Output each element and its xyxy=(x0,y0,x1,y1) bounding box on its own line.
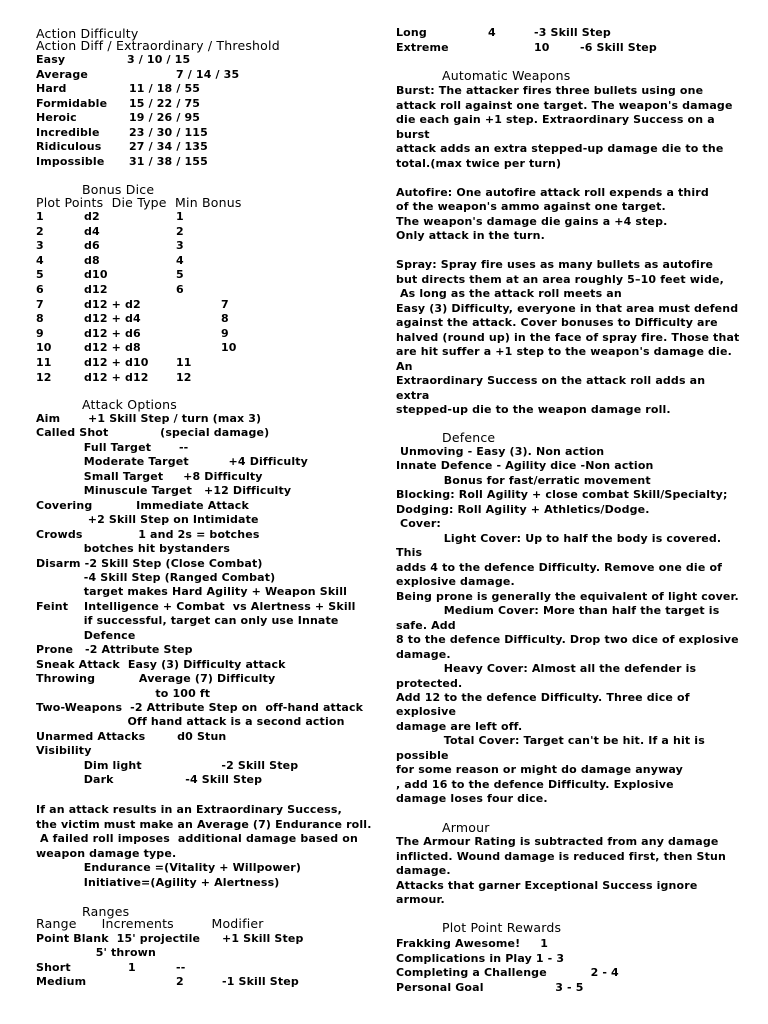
min-bonus-value: 9 xyxy=(221,326,229,340)
automatic-weapons-line: attack roll against one target. The weapon's damage xyxy=(396,98,733,112)
difficulty-name: Formidable xyxy=(36,96,108,110)
defence-line: Bonus for fast/erratic movement xyxy=(396,473,651,487)
range-increment: 2 xyxy=(176,975,184,988)
difficulty-values: 3 / 10 / 15 xyxy=(127,53,191,66)
plot-point-reward-line: Personal Goal 3 - 5 xyxy=(396,980,584,994)
defence-line: protected. xyxy=(396,676,463,690)
automatic-weapons-line: total.(max twice per turn) xyxy=(396,156,562,170)
plot-points-value: 9 xyxy=(36,326,44,340)
defence-line: , add 16 to the defence Difficulty. Explosive xyxy=(396,777,674,791)
min-bonus-value: 10 xyxy=(221,341,237,355)
attack-option-line: Disarm -2 Skill Step (Close Combat) xyxy=(36,556,263,570)
automatic-weapons-line: The weapon's damage die gains a +4 step. xyxy=(396,214,668,228)
defence-line: damage are left off. xyxy=(396,719,523,733)
attack-option-line: Dim light -2 Skill Step xyxy=(36,758,299,772)
plot-points-value: 3 xyxy=(36,239,44,253)
attack-option-line: -4 Skill Step (Ranged Combat) xyxy=(36,570,276,584)
action-difficulty-title: Action Difficulty xyxy=(36,26,139,41)
difficulty-name: Average xyxy=(36,67,88,81)
min-bonus-value: 4 xyxy=(176,253,184,267)
attack-option-line: Defence xyxy=(36,628,136,642)
range-modifier: -3 Skill Step xyxy=(534,26,611,39)
die-type-value: d12 xyxy=(84,283,108,296)
attack-option-line: to 100 ft xyxy=(36,686,211,700)
attack-option-line: Sneak Attack Easy (3) Difficulty attack xyxy=(36,657,286,671)
difficulty-values: 11 / 18 / 55 xyxy=(129,82,201,95)
automatic-weapons-line: Burst: The attacker fires three bullets using one xyxy=(396,84,704,97)
defence-line: Light Cover: Up to half the body is covered. xyxy=(396,531,722,545)
attack-option-line: Minuscule Target +12 Difficulty xyxy=(36,484,292,498)
attack-option-line: Unarmed Attacks d0 Stun xyxy=(36,729,227,743)
plot-points-value: 5 xyxy=(36,268,44,282)
defence-line: 8 to the defence Difficulty. Drop two dice of explosive xyxy=(396,633,739,647)
attack-option-line: Called Shot (special damage) xyxy=(36,426,270,440)
die-type-value: d12 + d10 xyxy=(84,356,149,369)
attack-option-line: Small Target +8 Difficulty xyxy=(36,469,263,483)
difficulty-values: 7 / 14 / 35 xyxy=(176,67,240,81)
min-bonus-value: 5 xyxy=(176,268,184,282)
difficulty-values: 31 / 38 / 155 xyxy=(129,154,208,168)
plot-points-value: 7 xyxy=(36,297,44,311)
defence-line: Unmoving - Easy (3). Non action xyxy=(396,445,605,458)
die-type-value: d8 xyxy=(84,253,100,267)
attack-option-line: botches hit bystanders xyxy=(36,542,231,556)
automatic-weapons-line: are hit suffer a +1 step to the weapon's damage die. xyxy=(396,345,732,359)
range-name: Long xyxy=(396,26,427,39)
plot-point-reward-line: Completing a Challenge 2 - 4 xyxy=(396,966,619,979)
min-bonus-value: 6 xyxy=(176,283,184,296)
min-bonus-value: 8 xyxy=(221,312,229,326)
defence-line: explosive damage. xyxy=(396,575,515,589)
automatic-weapons-line: stepped-up die to the weapon damage roll. xyxy=(396,403,671,417)
plot-points-value: 6 xyxy=(36,283,44,296)
defence-line: This xyxy=(396,546,423,560)
attack-option-line: Throwing Average (7) Difficulty xyxy=(36,672,276,686)
defence-title: Defence xyxy=(442,430,496,445)
attack-option-line: Off hand attack is a second action xyxy=(36,715,345,729)
min-bonus-value: 2 xyxy=(176,224,184,238)
defence-line: safe. Add xyxy=(396,618,456,632)
range-modifier: -1 Skill Step xyxy=(222,975,299,988)
range-name: Point Blank 15' projectile xyxy=(36,932,201,945)
range-increment: 10 xyxy=(534,40,550,54)
min-bonus-value: 1 xyxy=(176,210,184,223)
automatic-weapons-line: Only attack in the turn. xyxy=(396,229,545,243)
extraordinary-success-line: A failed roll imposes additional damage based on xyxy=(36,832,358,845)
defence-line: Dodging: Roll Agility + Athletics/Dodge. xyxy=(396,502,650,516)
armour-line: Attacks that garner Exceptional Success ignore xyxy=(396,878,698,892)
min-bonus-value: 7 xyxy=(221,297,229,311)
automatic-weapons-line: of the weapon's ammo against one target. xyxy=(396,200,666,214)
difficulty-name: Incredible xyxy=(36,125,100,139)
plot-point-reward-line: Frakking Awesome! 1 xyxy=(396,937,549,950)
range-modifier: -6 Skill Step xyxy=(580,40,657,54)
automatic-weapons-line: halved (round up) in the face of spray fire. Those that xyxy=(396,330,740,344)
armour-title: Armour xyxy=(442,820,490,835)
extraordinary-success-line: the victim must make an Average (7) Endurance roll. xyxy=(36,817,372,831)
attack-option-line: Covering Immediate Attack xyxy=(36,498,249,512)
attack-option-line: Moderate Target +4 Difficulty xyxy=(36,455,309,469)
defence-line: Cover: xyxy=(396,517,441,531)
automatic-weapons-line: against the attack. Cover bonuses to Difficulty are xyxy=(396,316,718,330)
plot-point-rewards-title: Plot Point Rewards xyxy=(442,920,562,935)
automatic-weapons-line: Autofire: One autofire attack roll expends a third xyxy=(396,185,709,199)
range-increment: 1 xyxy=(128,961,136,974)
attack-options-title: Attack Options xyxy=(82,397,177,412)
automatic-weapons-line: burst xyxy=(396,127,430,141)
attack-option-line: target makes Hard Agility + Weapon Skill xyxy=(36,585,348,599)
armour-line: damage. xyxy=(396,864,451,877)
attack-option-line: Two-Weapons -2 Attribute Step on off-hand attack xyxy=(36,701,364,714)
die-type-value: d2 xyxy=(84,210,100,223)
defence-line: adds 4 to the defence Difficulty. Remove one die of xyxy=(396,560,723,574)
plot-points-value: 8 xyxy=(36,312,44,326)
automatic-weapons-line: die each gain +1 step. Extraordinary Success on a xyxy=(396,113,715,127)
min-bonus-value: 12 xyxy=(176,370,192,384)
min-bonus-value: 11 xyxy=(176,356,192,369)
ranges-title: Ranges xyxy=(82,904,130,919)
defence-line: Blocking: Roll Agility + close combat Skill/Specialty; xyxy=(396,488,728,502)
min-bonus-value: 3 xyxy=(176,239,184,253)
plot-points-value: 10 xyxy=(36,341,52,355)
automatic-weapons-line: Easy (3) Difficulty, everyone in that area must defend xyxy=(396,301,739,315)
action-difficulty-header: Action Diff / Extraordinary / Threshold xyxy=(36,38,280,53)
automatic-weapons-line: extra xyxy=(396,388,430,402)
plot-points-value: 11 xyxy=(36,356,52,369)
die-type-value: d6 xyxy=(84,239,100,253)
defence-line: Add 12 to the defence Difficulty. Three dice of xyxy=(396,690,690,704)
attack-option-line: Prone -2 Attribute Step xyxy=(36,643,193,657)
die-type-value: d12 + d6 xyxy=(84,326,141,340)
extraordinary-success-line: If an attack results in an Extraordinary Success, xyxy=(36,803,342,816)
defence-line: Medium Cover: More than half the target is xyxy=(396,604,720,618)
defence-line: Total Cover: Target can't be hit. If a hit is xyxy=(396,734,705,748)
automatic-weapons-line: As long as the attack roll meets an xyxy=(396,287,622,301)
automatic-weapons-line: but directs them at an area roughly 5–10 feet wide, xyxy=(396,272,724,286)
range-modifier: +1 Skill Step xyxy=(222,932,304,945)
plot-points-value: 1 xyxy=(36,210,44,223)
difficulty-values: 23 / 30 / 115 xyxy=(129,125,208,139)
range-modifier: -- xyxy=(176,961,186,974)
difficulty-name: Ridiculous xyxy=(36,140,102,153)
attack-option-line: if successful, target can only use Innate xyxy=(36,614,339,628)
die-type-value: d12 + d12 xyxy=(84,370,149,384)
armour-line: inflicted. Wound damage is reduced first, then Stun xyxy=(396,849,726,863)
attack-option-line: Visibility xyxy=(36,744,92,758)
difficulty-values: 27 / 34 / 135 xyxy=(129,140,208,153)
bonus-dice-header: Plot Points Die Type Min Bonus xyxy=(36,195,242,210)
attack-option-line: Crowds 1 and 2s = botches xyxy=(36,527,260,541)
defence-line: possible xyxy=(396,748,449,762)
plot-points-value: 2 xyxy=(36,224,44,238)
range-name: Medium xyxy=(36,975,87,988)
attack-option-line: +2 Skill Step on Intimidate xyxy=(36,513,259,527)
die-type-value: d12 + d4 xyxy=(84,312,141,326)
automatic-weapons-line: An xyxy=(396,359,413,373)
attack-option-line: Aim +1 Skill Step / turn (max 3) xyxy=(36,412,262,425)
automatic-weapons-line: Spray: Spray fire uses as many bullets as autofire xyxy=(396,258,714,272)
range-name: Short xyxy=(36,961,71,974)
attack-option-line: Full Target -- xyxy=(36,440,189,454)
ranges-header: Range Increments Modifier xyxy=(36,916,264,931)
defence-line: explosive xyxy=(396,705,457,719)
extraordinary-success-line: Initiative=(Agility + Alertness) xyxy=(36,875,280,889)
defence-line: Heavy Cover: Almost all the defender is xyxy=(396,662,697,676)
difficulty-values: 19 / 26 / 95 xyxy=(129,111,201,124)
difficulty-name: Heroic xyxy=(36,111,77,124)
automatic-weapons-line: attack adds an extra stepped-up damage die to the xyxy=(396,142,724,156)
difficulty-name: Hard xyxy=(36,82,67,95)
automatic-weapons-title: Automatic Weapons xyxy=(442,68,571,83)
defence-line: Innate Defence - Agility dice -Non action xyxy=(396,459,654,473)
defence-line: Being prone is generally the equivalent of light cover. xyxy=(396,589,739,603)
plot-points-value: 4 xyxy=(36,253,44,267)
armour-line: The Armour Rating is subtracted from any damage xyxy=(396,835,719,848)
die-type-value: d10 xyxy=(84,268,108,282)
range-name: 5' thrown xyxy=(36,946,156,959)
extraordinary-success-line: weapon damage type. xyxy=(36,846,177,860)
die-type-value: d4 xyxy=(84,224,100,238)
difficulty-values: 15 / 22 / 75 xyxy=(129,96,201,110)
die-type-value: d12 + d2 xyxy=(84,297,141,311)
plot-point-reward-line: Complications in Play 1 - 3 xyxy=(396,951,565,965)
bonus-dice-title: Bonus Dice xyxy=(82,182,155,197)
difficulty-name: Impossible xyxy=(36,154,105,168)
die-type-value: d12 + d8 xyxy=(84,341,141,355)
range-increment: 4 xyxy=(488,26,496,39)
attack-option-line: Dark -4 Skill Step xyxy=(36,773,263,787)
attack-option-line: Feint Intelligence + Combat vs Alertness + Skill xyxy=(36,599,356,613)
difficulty-name: Easy xyxy=(36,53,66,66)
plot-points-value: 12 xyxy=(36,370,52,384)
range-name: Extreme xyxy=(396,40,449,54)
defence-line: for some reason or might do damage anyway xyxy=(396,763,683,777)
defence-line: damage. xyxy=(396,647,451,661)
extraordinary-success-line: Endurance =(Vitality + Willpower) xyxy=(36,861,302,874)
armour-line: armour. xyxy=(396,893,445,906)
defence-line: damage loses four dice. xyxy=(396,792,548,806)
automatic-weapons-line: Extraordinary Success on the attack roll adds an xyxy=(396,374,706,388)
